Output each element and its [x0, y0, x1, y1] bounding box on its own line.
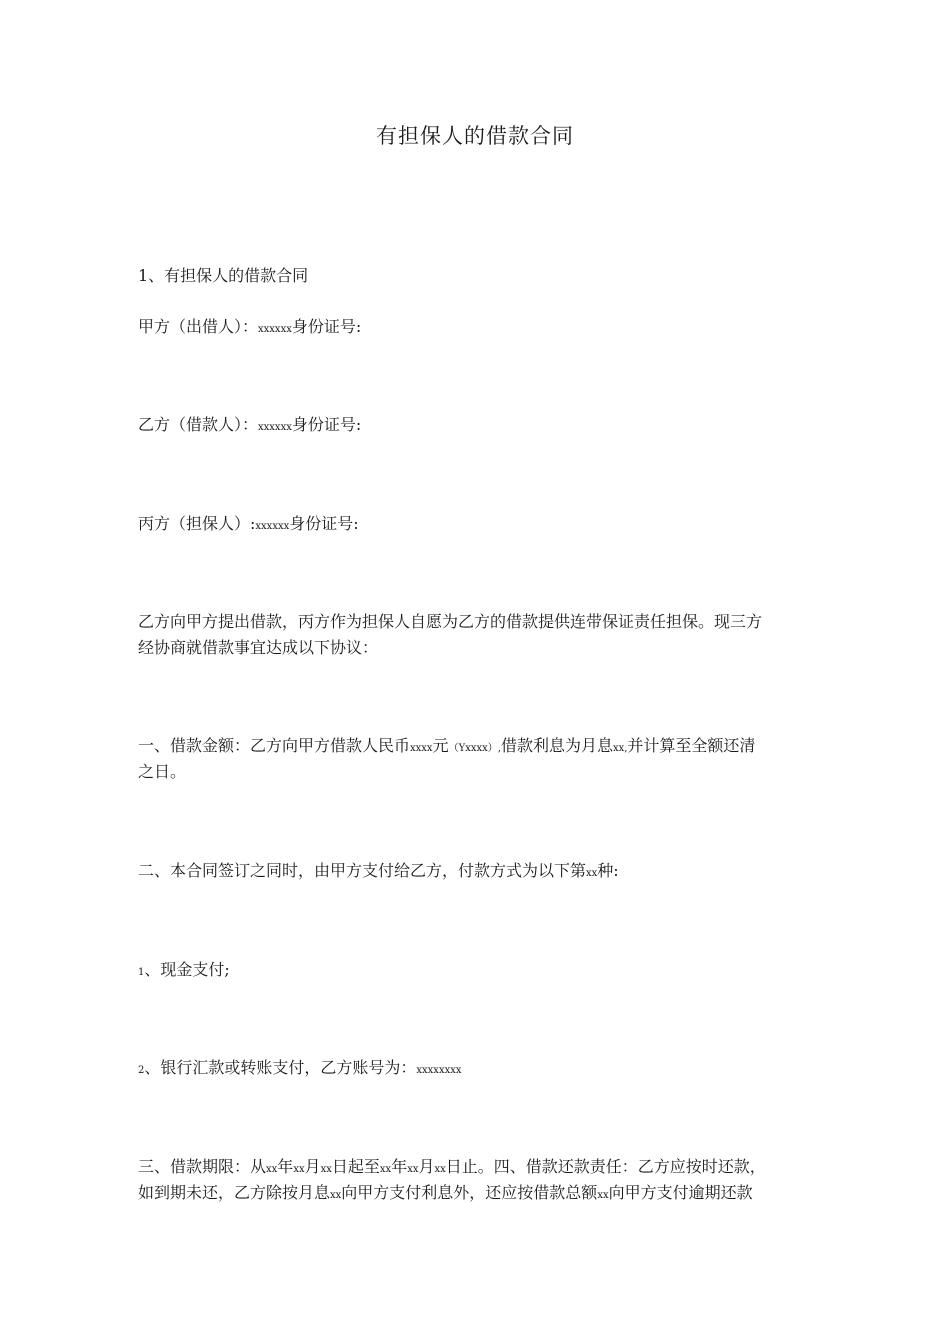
method2-text: 、银行汇款或转账支付，乙方账号为：	[144, 1058, 417, 1077]
clause3-line2-text-c: 向甲方支付逾期还款	[608, 1183, 753, 1202]
method1-line	[138, 957, 828, 986]
party-c-label: 丙方（担保人）:	[138, 514, 256, 533]
clause1-rate: xx,	[612, 743, 628, 754]
clause3-start-day: xx	[320, 1164, 332, 1175]
preamble-line-2: 经协商就借款事宜达成以下协议：	[138, 638, 379, 657]
clause1-text-b: 元	[432, 736, 449, 755]
clause3-text-c: 月	[304, 1157, 321, 1176]
clause3-text-a: 三、借款期限：从	[138, 1157, 267, 1176]
party-b-line	[138, 412, 828, 441]
party-a-id-label: 身份证号:	[291, 317, 362, 336]
clause3-start-year: xx	[266, 1164, 278, 1175]
clause2-text-b: 种:	[597, 861, 619, 880]
clause2-text-a: 二、本合同签订之同时，由甲方支付给乙方，付款方式为以下第	[138, 861, 587, 880]
clause3-end-year: xx	[379, 1164, 392, 1175]
clause3-end-month: xx	[407, 1164, 419, 1175]
clause3-text-f: 月	[418, 1157, 435, 1176]
party-b-name: xxxxxx	[258, 422, 292, 433]
clause3-text-d: 日起至	[331, 1157, 380, 1176]
clause3-line-2	[138, 1180, 828, 1209]
method2-number: 2	[138, 1065, 145, 1076]
clause3-start-month: xx	[293, 1164, 305, 1175]
party-b-id-label: 身份证号:	[291, 415, 362, 434]
clause3-line2-text-b: 向甲方支付利息外，还应按借款总额	[341, 1183, 598, 1202]
clause1-line-1	[138, 733, 828, 762]
party-a-name: xxxxxx	[258, 324, 292, 335]
party-c-id-label: 身份证号:	[289, 514, 359, 533]
section-heading: 1、有担保人的借款合同	[138, 266, 309, 285]
clause2-line	[138, 858, 828, 887]
clause1-paren: （Yxxxx）,	[448, 743, 501, 754]
clause1-text-c: 借款利息为月息	[500, 736, 613, 755]
clause3-text-e: 年	[391, 1157, 408, 1176]
clause3-interest-rate: xx	[330, 1190, 342, 1201]
document-title: 有担保人的借款合同	[376, 124, 574, 148]
clause3-penalty-rate: xx	[597, 1190, 609, 1201]
method1-text: 、现金支付;	[144, 960, 230, 979]
party-c-name: xxxxxx	[255, 521, 290, 532]
party-b-label: 乙方（借款人）：	[138, 415, 259, 434]
clause1-amount: xxxx	[410, 743, 433, 754]
clause3-text-b: 年	[277, 1157, 294, 1176]
party-a-label: 甲方（出借人）：	[138, 317, 259, 336]
clause1-line-2: 之日。	[138, 762, 187, 781]
clause3-end-day: xx	[434, 1164, 446, 1175]
method2-line	[138, 1055, 828, 1084]
preamble-line-1: 乙方向甲方提出借款，丙方作为担保人自愿为乙方的借款提供连带保证责任担保。现三方	[138, 612, 763, 631]
clause3-line-1	[138, 1154, 828, 1183]
party-a-line	[138, 314, 828, 343]
clause2-choice: xx	[586, 868, 598, 879]
clause1-text-d: 并计算至全额还清	[627, 736, 756, 755]
method1-number: 1	[138, 967, 145, 978]
method2-account: xxxxxxxx	[416, 1065, 462, 1076]
party-c-line	[138, 511, 828, 540]
clause1-text-a: 一、借款金额：乙方向甲方借款人民币	[138, 736, 411, 755]
clause3-line2-text-a: 如到期未还，乙方除按月息	[138, 1183, 331, 1202]
clause3-text-g: 日止。四、借款还款责任：乙方应按时还款，	[445, 1157, 766, 1176]
